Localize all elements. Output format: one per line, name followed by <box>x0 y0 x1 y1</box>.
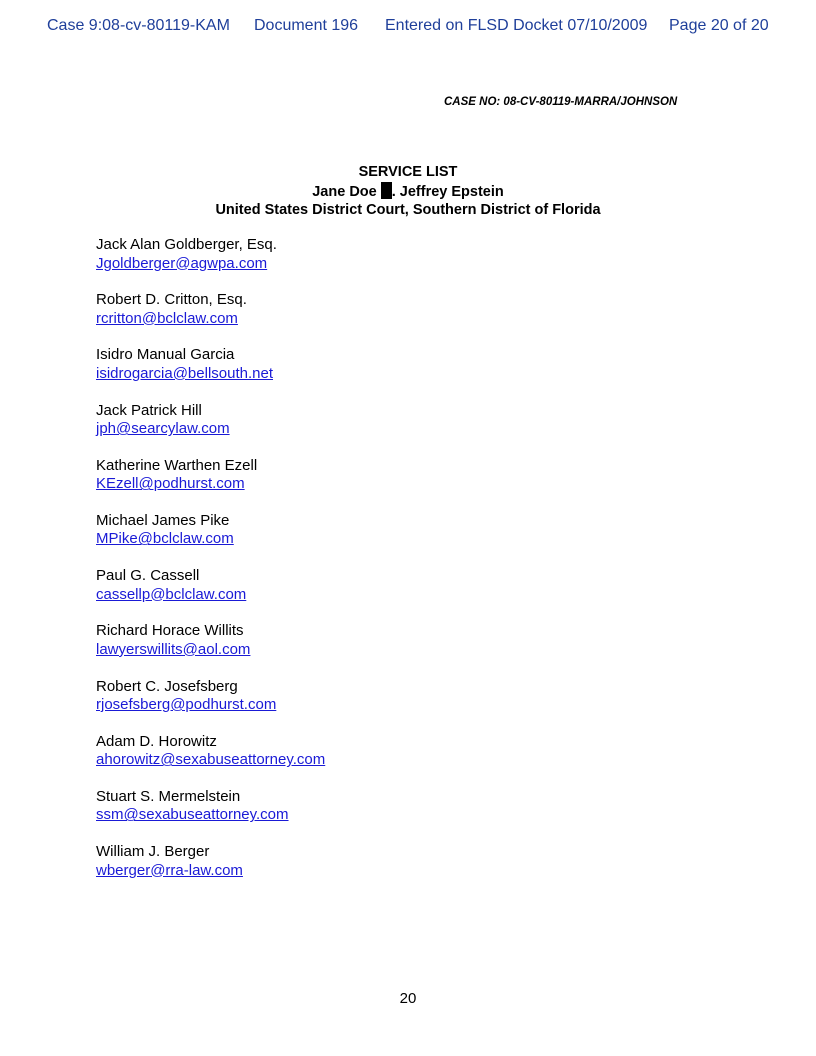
service-list-entry <box>96 236 496 291</box>
attorney-email-link[interactable]: jph@searcylaw.com <box>96 420 230 438</box>
service-list-entry <box>96 291 496 346</box>
service-list-entries <box>96 236 496 898</box>
header-entered-date: Entered on FLSD Docket 07/10/2009 <box>385 17 648 34</box>
header-document-number: Document 196 <box>254 17 359 34</box>
header-page-count: Page 20 of 20 <box>669 17 769 34</box>
service-list-entry <box>96 678 496 733</box>
attorney-name: Richard Horace Willits <box>96 622 244 640</box>
attorney-name: William J. Berger <box>96 843 210 861</box>
attorney-name: Jack Alan Goldberger, Esq. <box>96 236 277 253</box>
attorney-email-link[interactable]: KEzell@podhurst.com <box>96 475 245 493</box>
case-parties-line <box>0 182 816 202</box>
header-case-number: Case 9:08-cv-80119-KAM <box>47 17 230 34</box>
redaction-block <box>381 182 392 199</box>
service-list-entry <box>96 346 496 401</box>
attorney-email-link[interactable]: Jgoldberger@agwpa.com <box>96 254 268 272</box>
attorney-name: Stuart S. Mermelstein <box>96 787 241 805</box>
case-number-caption: CASE NO: 08-CV-80119-MARRA/JOHNSON <box>444 96 678 108</box>
attorney-email-link[interactable]: rjosefsberg@podhurst.com <box>96 696 277 713</box>
docket-header <box>47 17 776 39</box>
page-number: 20 <box>399 990 417 1007</box>
attorney-name: Isidro Manual Garcia <box>96 346 235 364</box>
service-list-entry <box>96 733 496 788</box>
attorney-email-link[interactable]: ahorowitz@sexabuseattorney.com <box>96 751 326 769</box>
service-list-title-block <box>0 163 816 220</box>
attorney-email-link[interactable]: ssm@sexabuseattorney.com <box>96 806 289 824</box>
attorney-email-link[interactable]: cassellp@bclclaw.com <box>96 585 247 603</box>
attorney-email-link[interactable]: isidrogarcia@bellsouth.net <box>96 364 273 382</box>
service-list-heading: SERVICE LIST <box>358 164 458 180</box>
case-party-plaintiff: Jane Doe <box>312 183 381 200</box>
service-list-entry <box>96 567 496 622</box>
service-list-entry <box>96 512 496 567</box>
service-list-entry <box>96 788 496 843</box>
service-list-entry <box>96 457 496 512</box>
service-list-entry <box>96 402 496 457</box>
attorney-name: Michael James Pike <box>96 511 230 529</box>
attorney-email-link[interactable]: wberger@rra-law.com <box>96 861 243 879</box>
attorney-email-link[interactable]: lawyerswillits@aol.com <box>96 640 251 658</box>
case-party-defendant: . Jeffrey Epstein <box>391 183 504 200</box>
service-list-entry <box>96 622 496 677</box>
attorney-email-link[interactable]: rcritton@bclclaw.com <box>96 309 238 327</box>
attorney-name: Adam D. Horowitz <box>96 732 217 750</box>
attorney-name: Robert C. Josefsberg <box>96 677 238 695</box>
service-list-entry <box>96 843 496 898</box>
attorney-name: Katherine Warthen Ezell <box>96 456 258 474</box>
court-name: United States District Court, Southern District of Florida <box>215 202 601 218</box>
attorney-name: Robert D. Critton, Esq. <box>96 291 247 309</box>
attorney-email-link[interactable]: MPike@bclclaw.com <box>96 530 234 548</box>
attorney-name: Paul G. Cassell <box>96 567 200 585</box>
attorney-name: Jack Patrick Hill <box>96 401 202 419</box>
